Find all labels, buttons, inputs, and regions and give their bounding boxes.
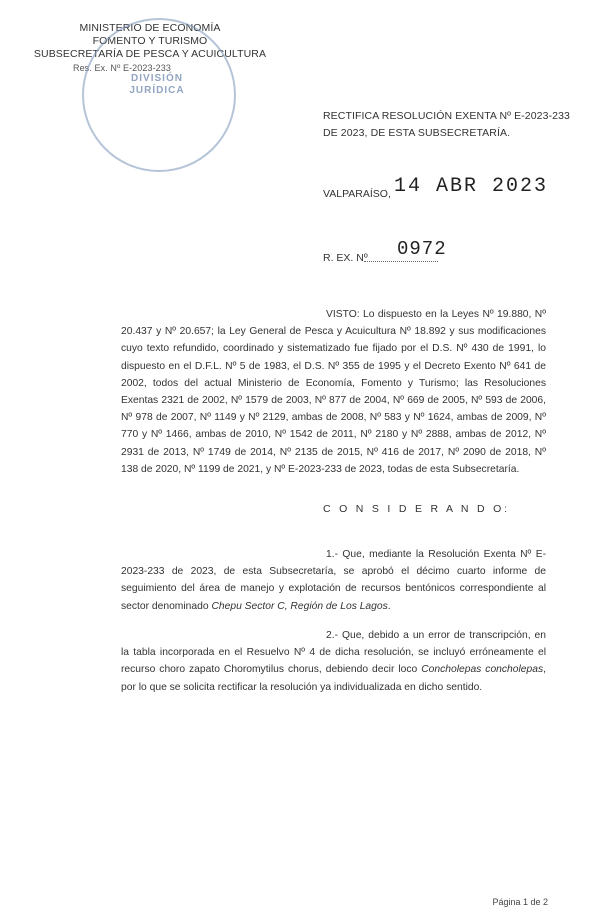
subject-line-1: RECTIFICA RESOLUCIÓN EXENTA Nº E-2023-233 [323, 110, 570, 122]
item-1-italic: Chepu Sector C, Región de Los Lagos [211, 600, 388, 612]
item-2-text: 2.- Que, debido a un error de transcripción, en la tabla incorporada en el Resuelvo Nº 4 de dicha resolución, se incluyó erróneamente el recurso choro zapato Choromytilus chorus, debiendo decir loco [121, 630, 546, 676]
item-2-paragraph [121, 627, 546, 696]
header-ministry-sub: FOMENTO Y TURISMO [92, 35, 208, 47]
subject-line-2: DE 2023, DE ESTA SUBSECRETARÍA. [323, 127, 511, 139]
item-1-text: 1.- Que, mediante la Resolución Exenta Nº E-2023-233 de 2023, de esta Subsecretaría, se aprobó el décimo cuarto informe de seguimiento del área de manejo y explotación de recursos bentónicos correspondiente al sector denominado [121, 549, 546, 612]
item-1-end: . [387, 600, 391, 612]
resolution-label: R. EX. Nº [323, 252, 368, 264]
place-label: VALPARAÍSO, [323, 188, 391, 200]
header-ministry: MINISTERIO DE ECONOMÍA [79, 22, 221, 34]
header-reference: Res. Ex. Nº E-2023-233 [72, 63, 172, 73]
item-1-paragraph [121, 546, 546, 615]
stamp-text [120, 73, 194, 97]
document-subject [323, 108, 570, 142]
resolution-number: 0972 [397, 238, 447, 260]
page-number: Página 1 de 2 [492, 897, 548, 907]
stamp-line-1: DIVISIÓN [131, 73, 183, 84]
considerando-item-1 [121, 546, 546, 615]
resolution-underline [364, 261, 438, 262]
item-2-italic: Concholepas concholepas [421, 664, 544, 676]
visto-text: VISTO: Lo dispuesto en la Leyes Nº 19.880, Nº 20.437 y Nº 20.657; la Ley General de Pesca y Acuicultura Nº 18.892 y sus modificaciones cuyo texto refundido, coordinado y sistematizado fue fijado por el D.S. Nº 430 de 1991, lo dispuesto en el D.F.L. Nº 5 de 1983, el D.S. Nº 355 de 1995 y el Decreto Exento Nº 641 de 2002, todos del actual Ministerio de Economía, Fomento y Turismo; las Resoluciones Exentas 2321 de 2002, Nº 1579 de 2003, Nº 877 de 2004, Nº 669 de 2005, Nº 593 de 2006, Nº 978 de 2007, Nº 1149 y Nº 2129, ambas de 2008, Nº 583 y Nº 1624, ambas de 2009, Nº 770 y Nº 1466, ambas de 2010, Nº 1542 de 2011, Nº 2180 y Nº 2888, ambas de 2012, Nº 2931 de 2013, Nº 1749 de 2014, Nº 2135 de 2015, Nº 416 de 2017, Nº 2090 de 2018, Nº 138 de 2020, Nº 1199 de 2021, y Nº E-2023-233 de 2023, todas de esta Subsecretaría. [121, 309, 546, 475]
considerando-item-2 [121, 627, 546, 696]
considerando-heading: C O N S I D E R A N D O: [323, 503, 510, 515]
date-stamp: 14 ABR 2023 [394, 175, 549, 198]
header-subsecretaria: SUBSECRETARÍA DE PESCA Y ACUICULTURA [33, 48, 267, 60]
visto-paragraph [121, 306, 546, 478]
item-2-end: , por lo que se solicita rectificar la resolución ya individualizada en dicho sentido. [121, 664, 546, 693]
stamp-line-2: JURÍDICA [129, 85, 185, 96]
